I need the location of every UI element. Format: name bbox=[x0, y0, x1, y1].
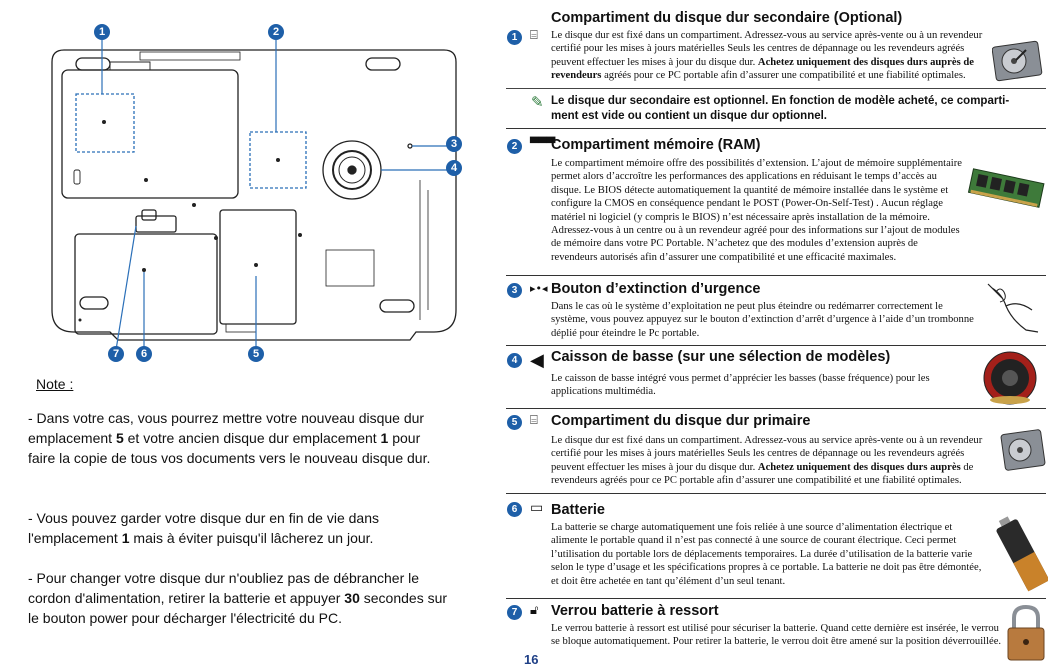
section-1-note: Le disque dur secondaire est optionnel. En fonction de modèle acheté, ce comparti-ment est vide ou contient un disque dur optionnel. bbox=[551, 95, 1010, 122]
note-paragraph-2: - Vous pouvez garder votre disque dur en fin de vie dans l'emplacement 1 mais à éviter puisqu'il lâcherez un jour. bbox=[28, 510, 379, 546]
section-5-end-rule bbox=[506, 493, 1046, 494]
note-title: Note : bbox=[36, 376, 74, 392]
laptop-bottom-diagram bbox=[40, 20, 480, 365]
marker-4: 4 bbox=[446, 160, 462, 176]
marker-1: 1 bbox=[94, 24, 110, 40]
unlock-icon: 🔓︎ bbox=[530, 603, 539, 618]
section-7-text: Le verrou batterie à ressort est utilisé pour sécuriser la batterie. Quand cette dernière est insérée, le verrou se bloque automatiquement. Pour retirer la batterie, le verrou doit être amené sur la position déverrouillée. bbox=[551, 623, 1002, 648]
speaker-icon: ◀ bbox=[530, 350, 544, 371]
section-3-end-rule bbox=[506, 345, 1046, 346]
power-button-icon: ▸•◂ bbox=[530, 282, 548, 295]
section-1-text: Le disque dur est fixé dans un compartiment. Adressez-vous au service après-vente ou à un revendeur certifié pour les mises à jours matérielles Seuls les centres de dépannage ou les revendeurs agréés peuvent effectuer les mises à jour du disque dur. Achetez uniquement des disques durs auprès de revendeurs agréés pour ce PC portable afin d’assurer une compatibilité et une fiabilité optimales. bbox=[551, 30, 983, 82]
memory-icon: ▀▀▀ bbox=[530, 137, 556, 150]
marker-6: 6 bbox=[136, 346, 152, 362]
section-4-end-rule bbox=[506, 408, 1046, 409]
paperclip-hand-illustration bbox=[982, 280, 1042, 336]
marker-3: 3 bbox=[446, 136, 462, 152]
section-7-number: 7 bbox=[507, 605, 522, 620]
section-3-number: 3 bbox=[507, 283, 522, 298]
section-4-title: Caisson de basse (sur une sélection de modèles) bbox=[551, 349, 891, 365]
section-7-title: Verrou batterie à ressort bbox=[551, 603, 719, 619]
section-2-end-rule bbox=[506, 275, 1046, 276]
section-1-end-rule bbox=[506, 128, 1046, 129]
section-6-text: La batterie se charge automatiquement une fois reliée à une source d’alimentation électrique et alimente le portable quand il n’est pas connecté à une source de courant électrique. Ceci permet l’utilisation du portable lors de déplacements temporaires. La durée d’utilisation de la batterie varie selon le type d’usage et les spécifications propres à ce portable. La batterie ne doit pas être démontée, et doit être achetée en tant qu’élément d’un seul tenant. bbox=[551, 522, 982, 587]
laptop-bottom-illustration bbox=[40, 20, 480, 365]
section-2-title: Compartiment mémoire (RAM) bbox=[551, 137, 761, 153]
note-paragraph-3: - Pour changer votre disque dur n'oubliez pas de débrancher le cordon d'alimentation, retirer la batterie et appuyer 30 secondes sur le bouton power pour décharger l'électricité du PC. bbox=[28, 570, 448, 626]
section-5-text: Le disque dur est fixé dans un compartiment. Adressez-vous au service après-vente ou à un revendeur certifié pour les mises à jours matérielles Seuls les centres de dépannage ou les revendeurs agréés peuvent effectuer les mises à jour du disque dur. Achetez uniquement des disques durs auprès de revendeurs agréés pour ce PC portable afin d’assurer une compatibilité et une fiabilité optimales. bbox=[551, 435, 983, 487]
marker-7: 7 bbox=[108, 346, 124, 362]
section-6-title: Batterie bbox=[551, 502, 605, 518]
hard-disk-icon-2: ⌸ bbox=[530, 413, 538, 428]
marker-2: 2 bbox=[268, 24, 284, 40]
section-1-title: Compartiment du disque dur secondaire (Optional) bbox=[551, 10, 903, 26]
page-number: 16 bbox=[524, 652, 539, 667]
section-3-text: Dans le cas où le système d’exploitation ne peut plus éteindre ou redémarrer correctement le système, vous pouvez appuyez sur le bouton d’extinction d’arrêt d’urgence à l’aide d’un trombonne déplié pour éteindre le Pc portable. bbox=[551, 301, 974, 339]
section-1-divider bbox=[506, 88, 1046, 89]
section-6-end-rule bbox=[506, 598, 1046, 599]
section-2-number: 2 bbox=[507, 139, 522, 154]
ram-module-photo bbox=[966, 164, 1046, 214]
section-6-number: 6 bbox=[507, 502, 522, 517]
padlock-photo bbox=[1004, 604, 1048, 664]
note-pencil-icon: ✎ bbox=[531, 93, 544, 111]
section-5-number: 5 bbox=[507, 415, 522, 430]
hard-disk-photo bbox=[992, 38, 1044, 82]
battery-icon: ▭ bbox=[530, 500, 544, 516]
section-1-number: 1 bbox=[507, 30, 522, 45]
note-paragraph-1: - Dans votre cas, vous pourrez mettre votre nouveau disque dur emplacement 5 et votre ancien disque dur emplacement 1 pour faire la copie de tous vos documents vers le nouveau disque dur. bbox=[28, 410, 431, 466]
section-2-text: Le compartiment mémoire offre des possibilités d’extension. L’ajout de mémoire supplémentaire permet alors d’accroître les performances des applications en réduisant le temps d’accès au disque. Le BIOS détecte automatiquement la quantité de mémoire installée dans le système et configure la CMOS en conséquence pendant le POST (Power-On-Self-Test) . Aucun réglage matériel ni logiciel (y compris le BIOS) n’est nécessaire après installation de la mémoire. Adressez-vous à un centre ou à un revendeur agréé pour des informations sur l’ajout de modules de mémoire dans votre PC Portable. N’achetez que des modules d’extension auprès de revendeurs autorisés afin d’assurer une compatibilité et une efficacité maximales. bbox=[551, 158, 962, 263]
battery-photo bbox=[996, 512, 1048, 596]
hard-disk-photo-2 bbox=[1000, 428, 1046, 474]
marker-5: 5 bbox=[248, 346, 264, 362]
section-4-text: Le caisson de basse intégré vous permet d’apprécier les basses (basse fréquence) pour les applications multimédia. bbox=[551, 373, 930, 398]
section-5-title: Compartiment du disque dur primaire bbox=[551, 413, 811, 429]
hard-disk-icon: ⌸ bbox=[530, 28, 538, 43]
section-3-title: Bouton d’extinction d’urgence bbox=[551, 281, 761, 297]
subwoofer-photo bbox=[980, 350, 1040, 406]
section-4-number: 4 bbox=[507, 353, 522, 368]
